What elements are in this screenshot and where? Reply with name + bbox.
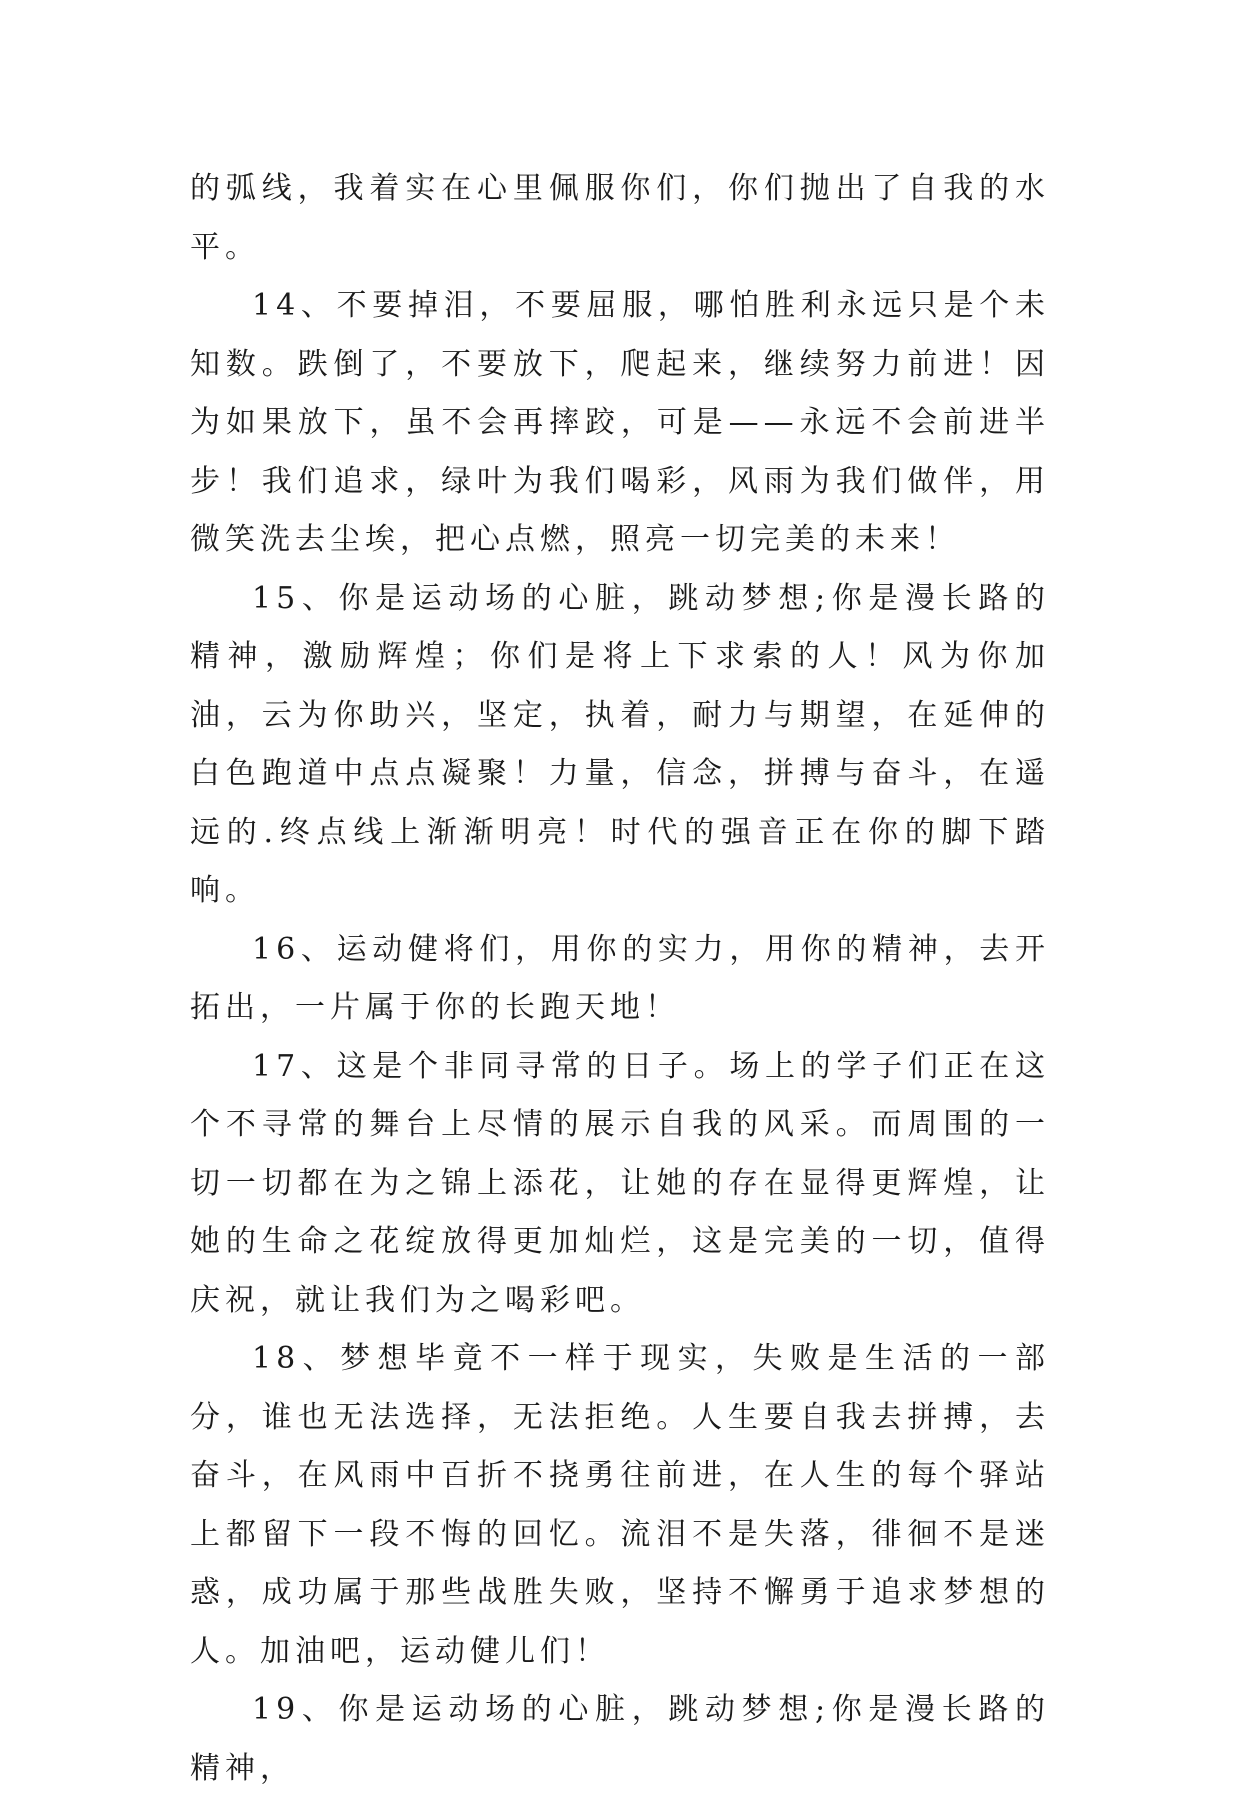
paragraph-15: 15、你是运动场的心脏，跳动梦想;你是漫长路的精神，激励辉煌；你们是将上下求索的人！风为你加油，云为你助兴，坚定，执着，耐力与期望，在延伸的白色跑道中点点凝聚！力量，信念，拼搏与奋斗，在遥远的.终点线上渐渐明亮！时代的强音正在你的脚下踏响。 (190, 580, 1050, 908)
paragraph-16: 16、运动健将们，用你的实力，用你的精神，去开拓出，一片属于你的长跑天地！ (190, 931, 1050, 1025)
paragraph-19: 19、你是运动场的心脏，跳动梦想;你是漫长路的精神， (190, 1692, 1050, 1786)
paragraph-continuation: 的弧线，我着实在心里佩服你们，你们抛出了自我的水平。 (190, 171, 1050, 265)
document-body (190, 160, 1050, 1798)
paragraph-14: 14、不要掉泪，不要屈服，哪怕胜利永远只是个未知数。跌倒了，不要放下，爬起来，继续努力前进！因为如果放下，虽不会再摔跤，可是——永远不会前进半步！我们追求，绿叶为我们喝彩，风雨为我们做伴，用微笑洗去尘埃，把心点燃，照亮一切完美的未来！ (190, 288, 1050, 557)
paragraph-18: 18、梦想毕竟不一样于现实，失败是生活的一部分，谁也无法选择，无法拒绝。人生要自我去拼搏，去奋斗，在风雨中百折不挠勇往前进，在人生的每个驿站上都留下一段不悔的回忆。流泪不是失落，徘徊不是迷惑，成功属于那些战胜失败，坚持不懈勇于追求梦想的人。加油吧，运动健儿们！ (190, 1341, 1050, 1669)
paragraph-17: 17、这是个非同寻常的日子。场上的学子们正在这个不寻常的舞台上尽情的展示自我的风采。而周围的一切一切都在为之锦上添花，让她的存在显得更辉煌，让她的生命之花绽放得更加灿烂，这是完美的一切，值得庆祝，就让我们为之喝彩吧。 (190, 1048, 1050, 1318)
